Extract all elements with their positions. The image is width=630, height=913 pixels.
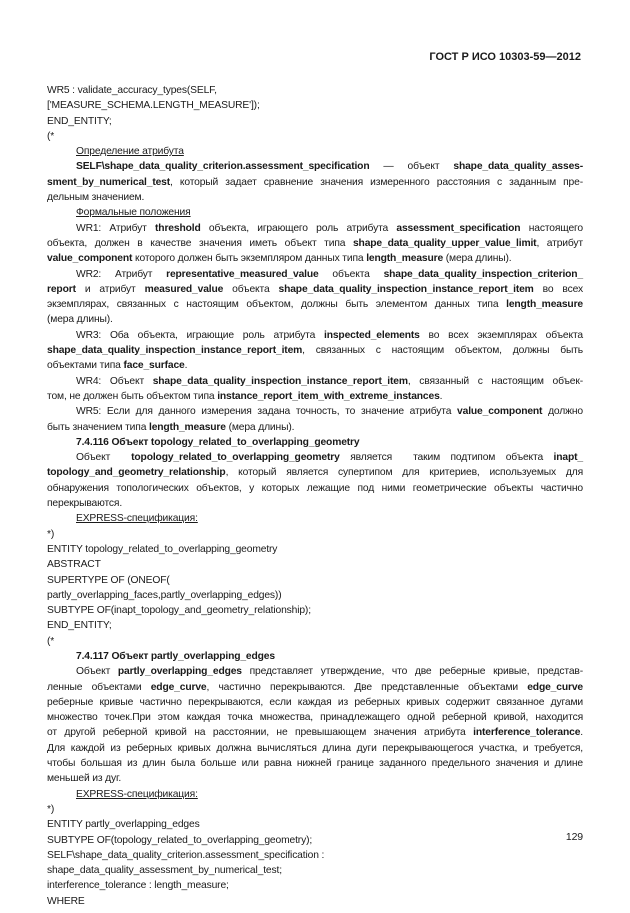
text-line: shape_data_quality_assessment_by_numerical_test;: [47, 865, 282, 877]
text-line: partly_overlapping_faces,partly_overlapping_edges)): [47, 589, 282, 601]
text-line: (*: [47, 635, 55, 647]
text-line: ENTITY topology_related_to_overlapping_geometry: [47, 543, 278, 555]
text-line: (мера длины).: [47, 314, 113, 326]
text-line: реберные кривые частично перекрываются, если каждая из реберных кривых содержит связанное дугами: [47, 696, 583, 708]
text-line: меньшей из дуг.: [47, 773, 122, 785]
page-header: ГОСТ Р ИСО 10303-59—2012: [429, 51, 581, 63]
text-line: WR5: Если для данного измерения задана точность, то значение атрибута value_component должно: [76, 406, 583, 418]
text-line: WR2: Атрибут representative_measured_value объекта shape_data_quality_inspection_criterion_: [76, 268, 584, 280]
text-line: чтобы большая из длин была больше или равна нижней границе заданного предельного значения и длине: [47, 758, 583, 770]
text-line: value_component которого должен быть экземпляром данных типа length_measure (мера длины).: [47, 253, 512, 265]
text-line: быть значением типа length_measure (мера длины).: [47, 421, 295, 433]
text-line: WR3: Оба объекта, играющие роль атрибута inspected_elements во всех экземплярах объекта: [76, 329, 583, 341]
text-line: дельным значением.: [47, 192, 145, 204]
text-line: SUBTYPE OF(inapt_topology_and_geometry_relationship);: [47, 605, 311, 617]
text-line: SELF\shape_data_quality_criterion.assessment_specification :: [47, 849, 325, 861]
text-line: *): [47, 803, 55, 815]
text-line: 7.4.116 Объект topology_related_to_overlapping_geometry: [76, 436, 360, 448]
text-line: ['MEASURE_SCHEMA.LENGTH_MEASURE']);: [47, 100, 260, 112]
text-line: обнаружения топологических объектов, у которых лежащие под ними геометрические объекты частично: [47, 482, 583, 494]
text-line: ABSTRACT: [47, 559, 101, 571]
text-line: WR1: Атрибут threshold объекта, играющего роль атрибута assessment_specification настоящего: [76, 222, 584, 234]
text-line: WHERE: [47, 895, 85, 907]
text-line: SUBTYPE OF(topology_related_to_overlapping_geometry);: [47, 834, 313, 846]
text-line: EXPRESS-спецификация:: [76, 513, 198, 525]
text-line: interference_tolerance : length_measure;: [47, 880, 229, 892]
text-line: ленные объектами edge_curve, частично перекрываются. Две представленные объектами edge_curve: [47, 681, 583, 693]
text-line: topology_and_geometry_relationship, который является супертипом для критериев, используемых для: [47, 467, 583, 479]
text-line: SELF\shape_data_quality_criterion.assessment_specification — объект shape_data_quality_asses-: [76, 161, 583, 173]
text-line: ENTITY partly_overlapping_edges: [47, 819, 200, 831]
text-line: перекрываются.: [47, 498, 123, 510]
text-line: EXPRESS-спецификация:: [76, 788, 198, 800]
text-line: от другой реберной кривой на расстоянии, не превышающем значения атрибута interference_tolerance.: [47, 727, 583, 739]
text-line: (*: [47, 130, 55, 142]
text-line: 7.4.117 Объект partly_overlapping_edges: [76, 650, 275, 662]
text-line: *): [47, 528, 55, 540]
document-body: [47, 83, 583, 909]
text-line: sment_by_numerical_test, который задает сравнение значения измеренного расстояния с заданным пре-: [47, 176, 583, 188]
text-line: Объект topology_related_to_overlapping_geometry является таким подтипом объекта inapt_: [76, 452, 583, 464]
text-line: Для каждой из реберных кривых должна вычисляться длина дуги перекрывающегося участка, и требуется,: [47, 742, 583, 754]
page-number: 129: [565, 831, 583, 843]
text-line: множество точек.При этом каждая точка множества, принадлежащего одной реберной кривой, находится: [47, 712, 583, 724]
text-line: WR4: Объект shape_data_quality_inspection_instance_report_item, связанный с настоящим объек-: [76, 375, 583, 387]
text-line: shape_data_quality_inspection_instance_report_item, связанных с настоящим объектом, должны быть: [47, 345, 583, 357]
text-line: объекта, должен в качестве значения иметь объект типа shape_data_quality_upper_value_limit, атрибут: [47, 237, 583, 249]
text-line: END_ENTITY;: [47, 115, 112, 127]
text-line: END_ENTITY;: [47, 620, 112, 632]
text-line: Объект partly_overlapping_edges представляет утверждение, что две реберные кривые, представ-: [76, 666, 584, 678]
text-line: экземплярах, связанных с настоящим объектом, должны быть элементом данных типа length_measure: [47, 299, 583, 311]
text-line: Формальные положения: [76, 207, 191, 219]
text-line: объектами типа face_surface.: [47, 360, 188, 372]
text-line: report и атрибут measured_value объекта shape_data_quality_inspection_instance_report_item во всех: [47, 283, 583, 295]
text-line: том, не должен быть объектом типа instance_report_item_with_extreme_instances.: [47, 390, 443, 402]
text-line: Определение атрибута: [76, 146, 184, 158]
text-line: WR5 : validate_accuracy_types(SELF,: [47, 85, 217, 96]
text-line: SUPERTYPE OF (ONEOF(: [47, 574, 170, 586]
